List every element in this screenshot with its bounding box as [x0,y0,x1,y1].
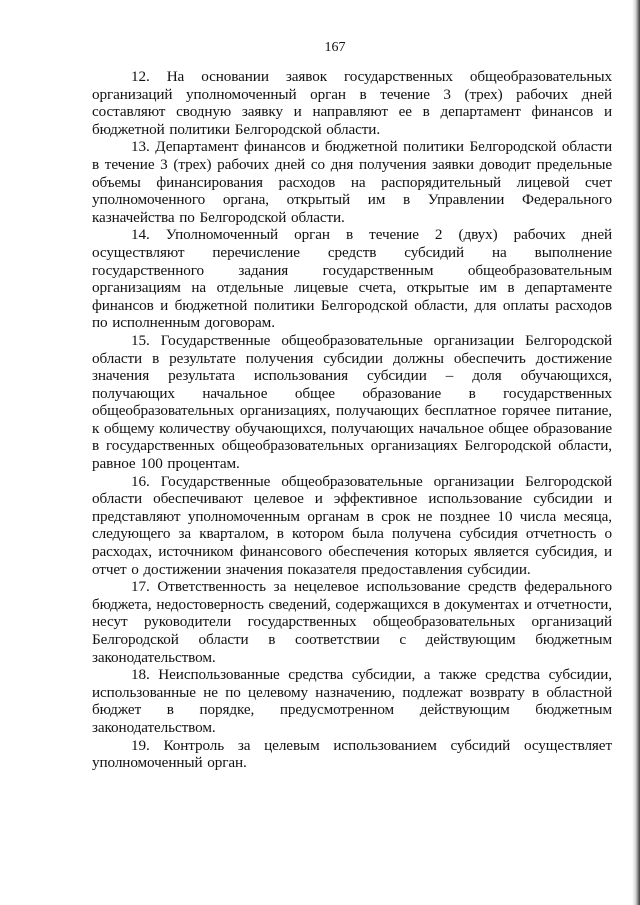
paragraph-15: 15. Государственные общеобразовательные организации Белгородской области в результате получения субсидии должны обеспечить достижение значения результата использования субсидии – доля обучающихся, получающих начальное общее образование в государственных общеобразовательных организациях, получающих бесплатное горячее питание, к общему количеству обучающихся, получающих начальное общее образование в государственных общеобразовательных организациях Белгородской области, равное 100 процентам. [92,331,612,473]
paragraph-16: 16. Государственные общеобразовательные организации Белгородской области обеспечивают целевое и эффективное использование субсидии и представляют уполномоченным органам в срок не позднее 10 числа месяца, следующего за кварталом, в котором была получена субсидия отчетность о расходах, источником финансового обеспечения которых является субсидия, и отчет о достижении значения показателя предоставления субсидии. [92,472,612,578]
page-number: 167 [324,40,346,55]
paragraph-19: 19. Контроль за целевым использованием субсидий осуществляет уполномоченный орган. [92,736,612,772]
document-body [92,68,612,772]
paragraph-12: 12. На основании заявок государственных общеобразовательных организаций уполномоченный орган в течение 3 (трех) рабочих дней составляют сводную заявку и направляют ее в департамент финансов и бюджетной политики Белгородской области. [92,68,612,138]
paragraph-18: 18. Неиспользованные средства субсидии, а также средства субсидии, использованные не по целевому назначению, подлежат возврату в областной бюджет в порядке, предусмотренном действующим бюджетным законодательством. [92,666,612,736]
paragraph-14: 14. Уполномоченный орган в течение 2 (двух) рабочих дней осуществляют перечисление средств субсидий на выполнение государственного задания государственным общеобразовательным организациям на отдельные лицевые счета, открытые им в департаменте финансов и бюджетной политики Белгородской области, для оплаты расходов по исполненным договорам. [92,226,612,332]
scan-page-edge-shadow [632,0,640,905]
paragraph-13: 13. Департамент финансов и бюджетной политики Белгородской области в течение 3 (трех) рабочих дней со дня получения заявки доводит предельные объемы финансирования расходов на распорядительный лицевой счет уполномоченного органа, открытый им в Управлении Федерального казначейства по Белгородской области. [92,138,612,226]
paragraph-17: 17. Ответственность за нецелевое использование средств федерального бюджета, недостоверность сведений, содержащихся в документах и отчетности, несут руководители государственных общеобразовательных организаций Белгородской области в соответствии с действующим бюджетным законодательством. [92,578,612,666]
